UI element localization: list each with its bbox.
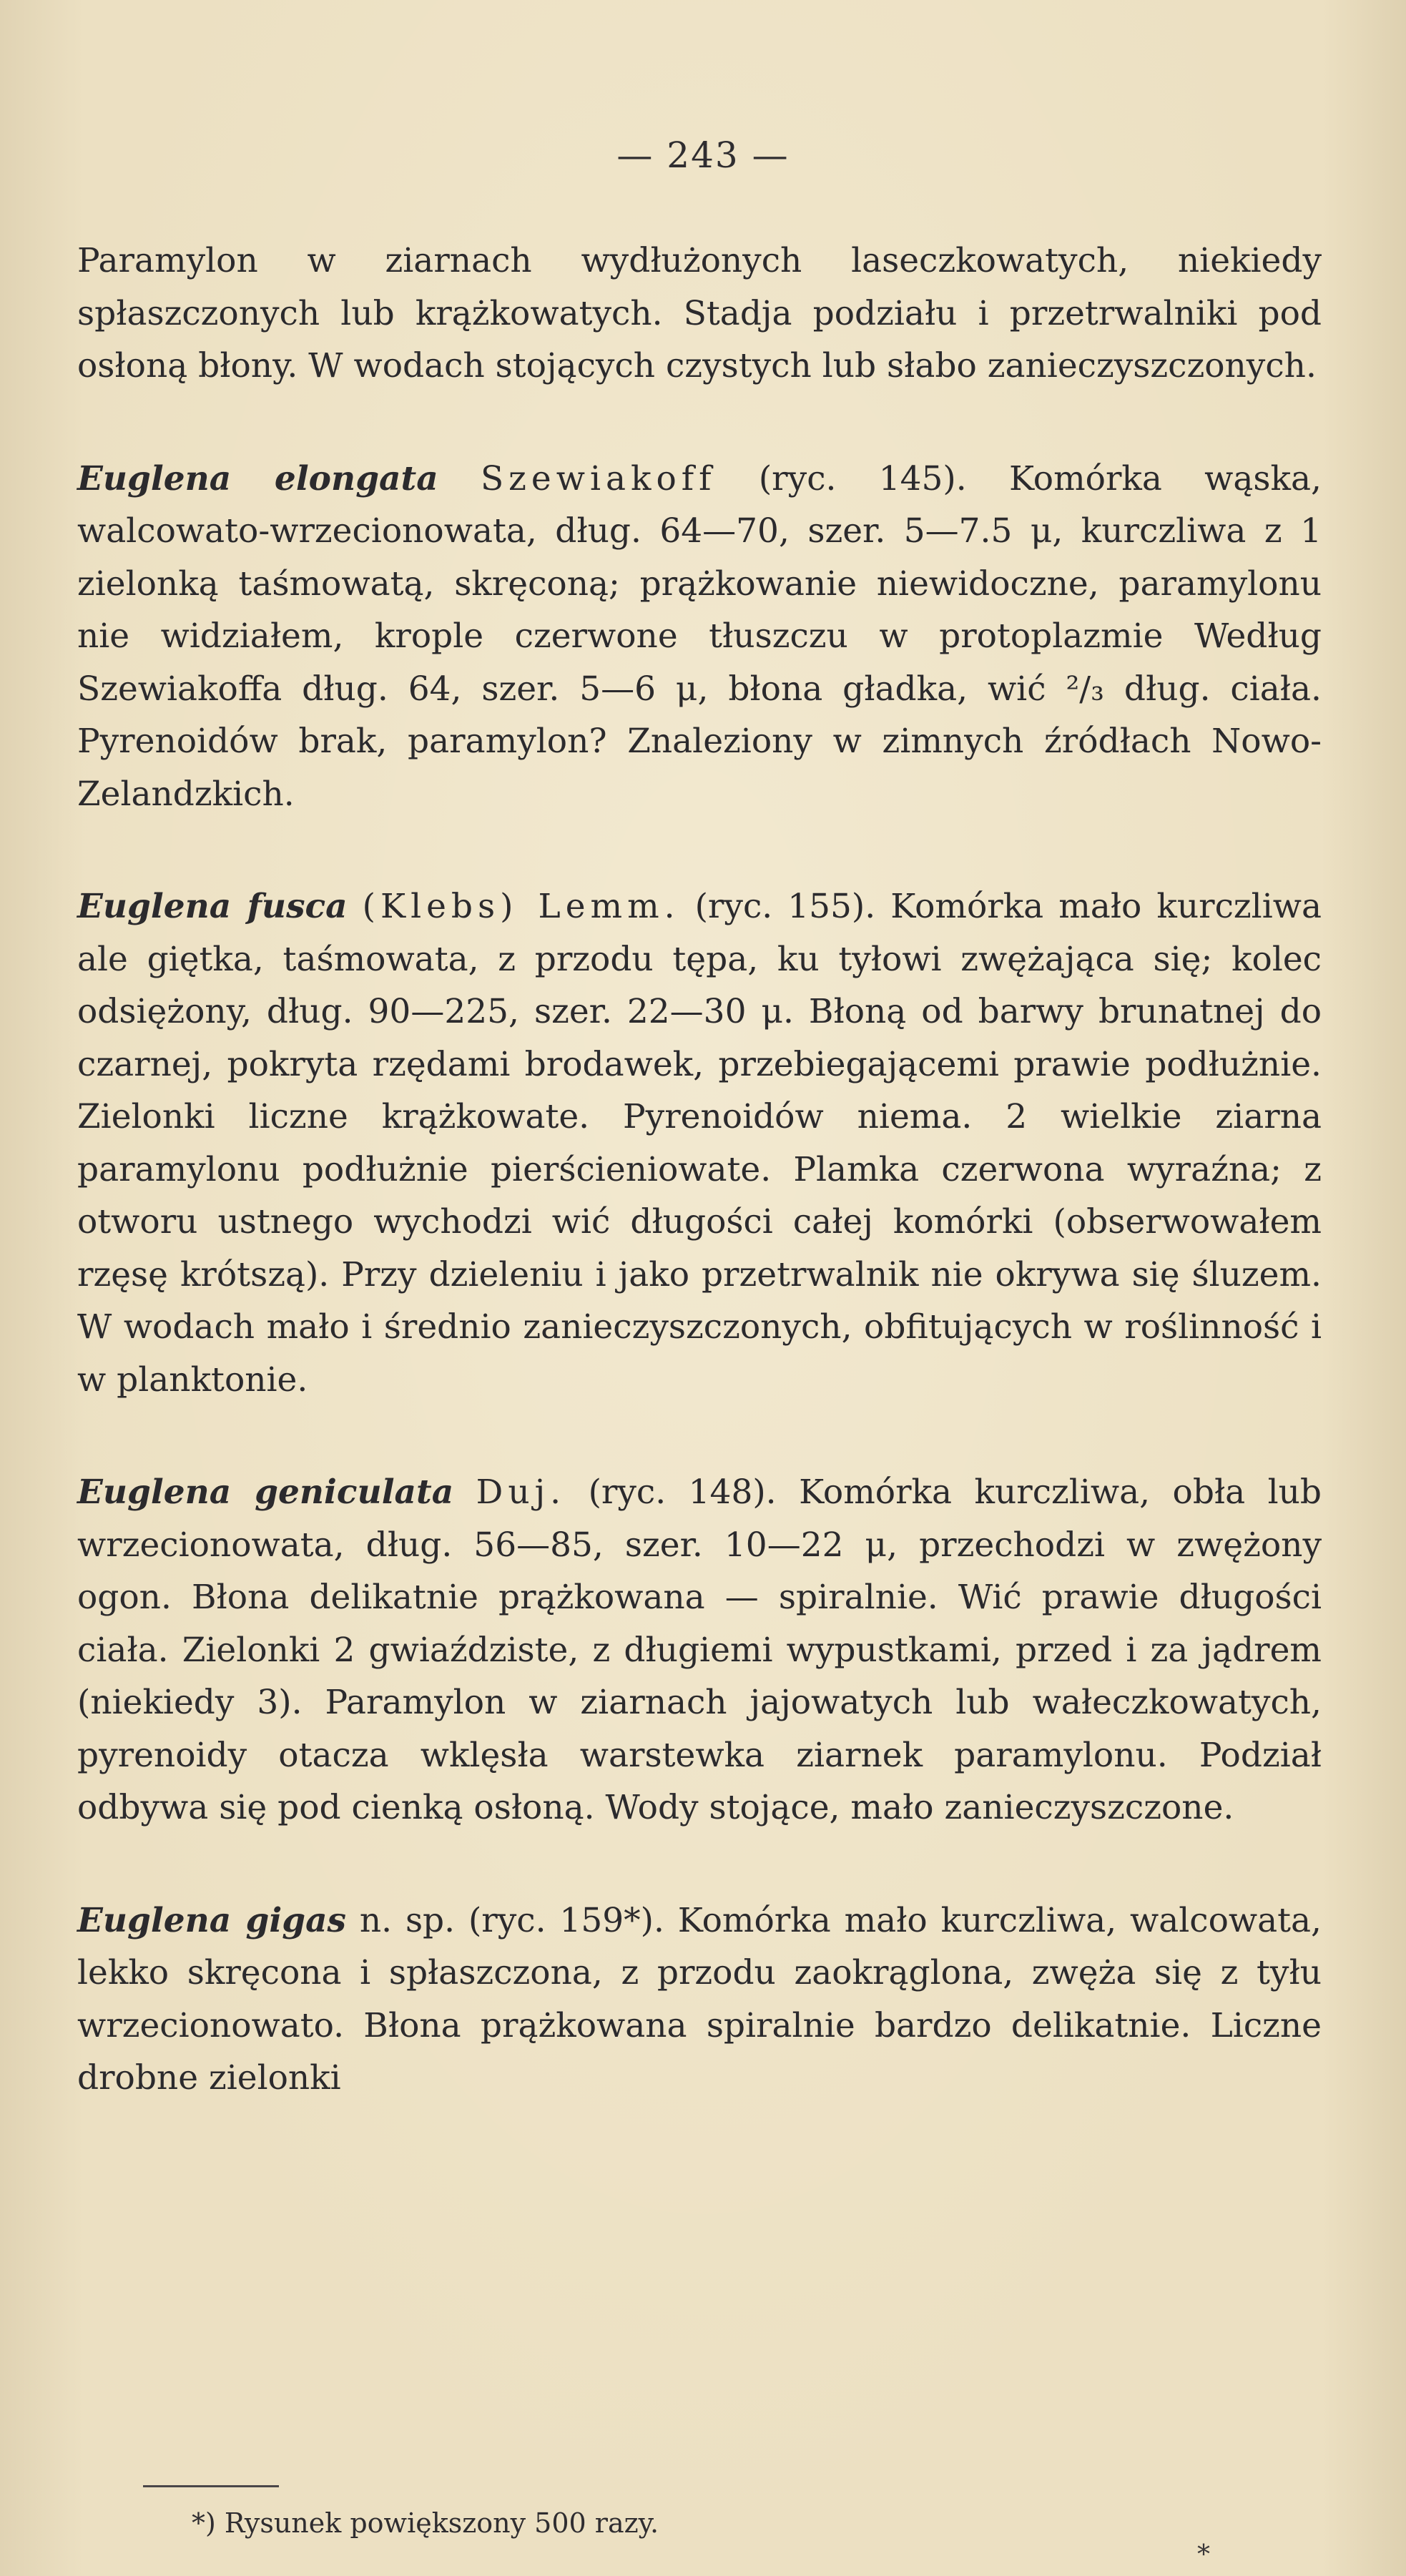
paragraph-text: (ryc. 145). Komórka wąska, walcowato-wrzecionowata, dług. 64—70, szer. 5—7.5 μ, kurczliwa z 1 zielonką taśmowatą, skręconą; prążkowanie niewidoczne, paramylonu nie widziałem, krople czerwone tłuszczu w protoplazmie Według Szewiakoffa dług. 64, szer. 5—6 μ, błona gładka, wić ²/₃ dług. ciała. Pyrenoidów brak, paramylon? Znaleziony w zimnych źródłach Nowo-Zelandzkich.	[77, 458, 1322, 814]
paragraph-intro	[77, 235, 1322, 393]
paragraph-text: (ryc. 159*). Komórka mało kurczliwa, walcowata, lekko skręcona i spłaszczona, z przodu zaokrąglona, zwęża się z tyłu wrzecionowato. Błona prążkowana spiralnie bardzo delikatnie. Liczne drobne zielonki	[77, 1900, 1322, 2098]
paragraph-euglena-elongata	[77, 453, 1322, 821]
body-text	[77, 235, 1322, 2105]
paragraph-text: (ryc. 155). Komórka mało kurczliwa ale giętka, taśmowata, z przodu tępa, ku tyłowi zwężająca się; kolec odsiężony, dług. 90—225, szer. 22—30 μ. Błoną od barwy brunatnej do czarnej, pokryta rzędami brodawek, przebiegającemi prawie podłużnie. Zielonki liczne krążkowate. Pyrenoidów niema. 2 wielkie ziarna paramylonu podłużnie pierścieniowate. Plamka czerwona wyraźna; z otworu ustnego wychodzi wić długości całej komórki (obserwowałem rzęsę krótszą). Przy dzieleniu i jako przetrwalnik nie okrywa się śluzem. W wodach mało i średnio zanieczyszczonych, obfitujących w roślinność i w planktonie.	[77, 887, 1322, 1400]
species-name: Euglena gigas	[77, 1900, 347, 1940]
species-name: Euglena geniculata	[77, 1473, 454, 1512]
species-name: Euglena fusca	[77, 887, 348, 926]
species-authority: Szewiakoff	[480, 458, 717, 498]
paragraph-euglena-fusca	[77, 880, 1322, 1406]
species-authority: (Klebs) Lemm.	[362, 887, 680, 926]
species-authority: Duj.	[476, 1473, 566, 1512]
paragraph-euglena-gigas	[77, 1894, 1322, 2105]
paragraph-text: Paramylon w ziarnach wydłużonych laseczkowatych, niekiedy spłaszczonych lub krążkowatych. Stadja podziału i przetrwalniki pod osłoną błony. W wodach stojących czystych lub słabo zanieczyszczonych.	[77, 241, 1322, 385]
footnote: *) Rysunek powiększony 500 razy.	[192, 2507, 659, 2539]
paragraph-euglena-geniculata	[77, 1466, 1322, 1834]
species-authority: n. sp.	[359, 1900, 456, 1940]
signature-mark: *	[1197, 2540, 1210, 2570]
footnote-divider	[143, 2485, 279, 2487]
page-number: — 243 —	[616, 134, 790, 176]
species-name: Euglena elongata	[77, 458, 438, 498]
paragraph-text: (ryc. 148). Komórka kurczliwa, obła lub wrzecionowata, dług. 56—85, szer. 10—22 μ, przechodzi w zwężony ogon. Błona delikatnie prążkowana — spiralnie. Wić prawie długości ciała. Zielonki 2 gwiaździste, z długiemi wypustkami, przed i za jądrem (niekiedy 3). Paramylon w ziarnach jajowatych lub wałeczkowatych, pyrenoidy otacza wklęsła warstewka ziarnek paramylonu. Podział odbywa się pod cienką osłoną. Wody stojące, mało zanieczyszczone.	[77, 1473, 1322, 1827]
